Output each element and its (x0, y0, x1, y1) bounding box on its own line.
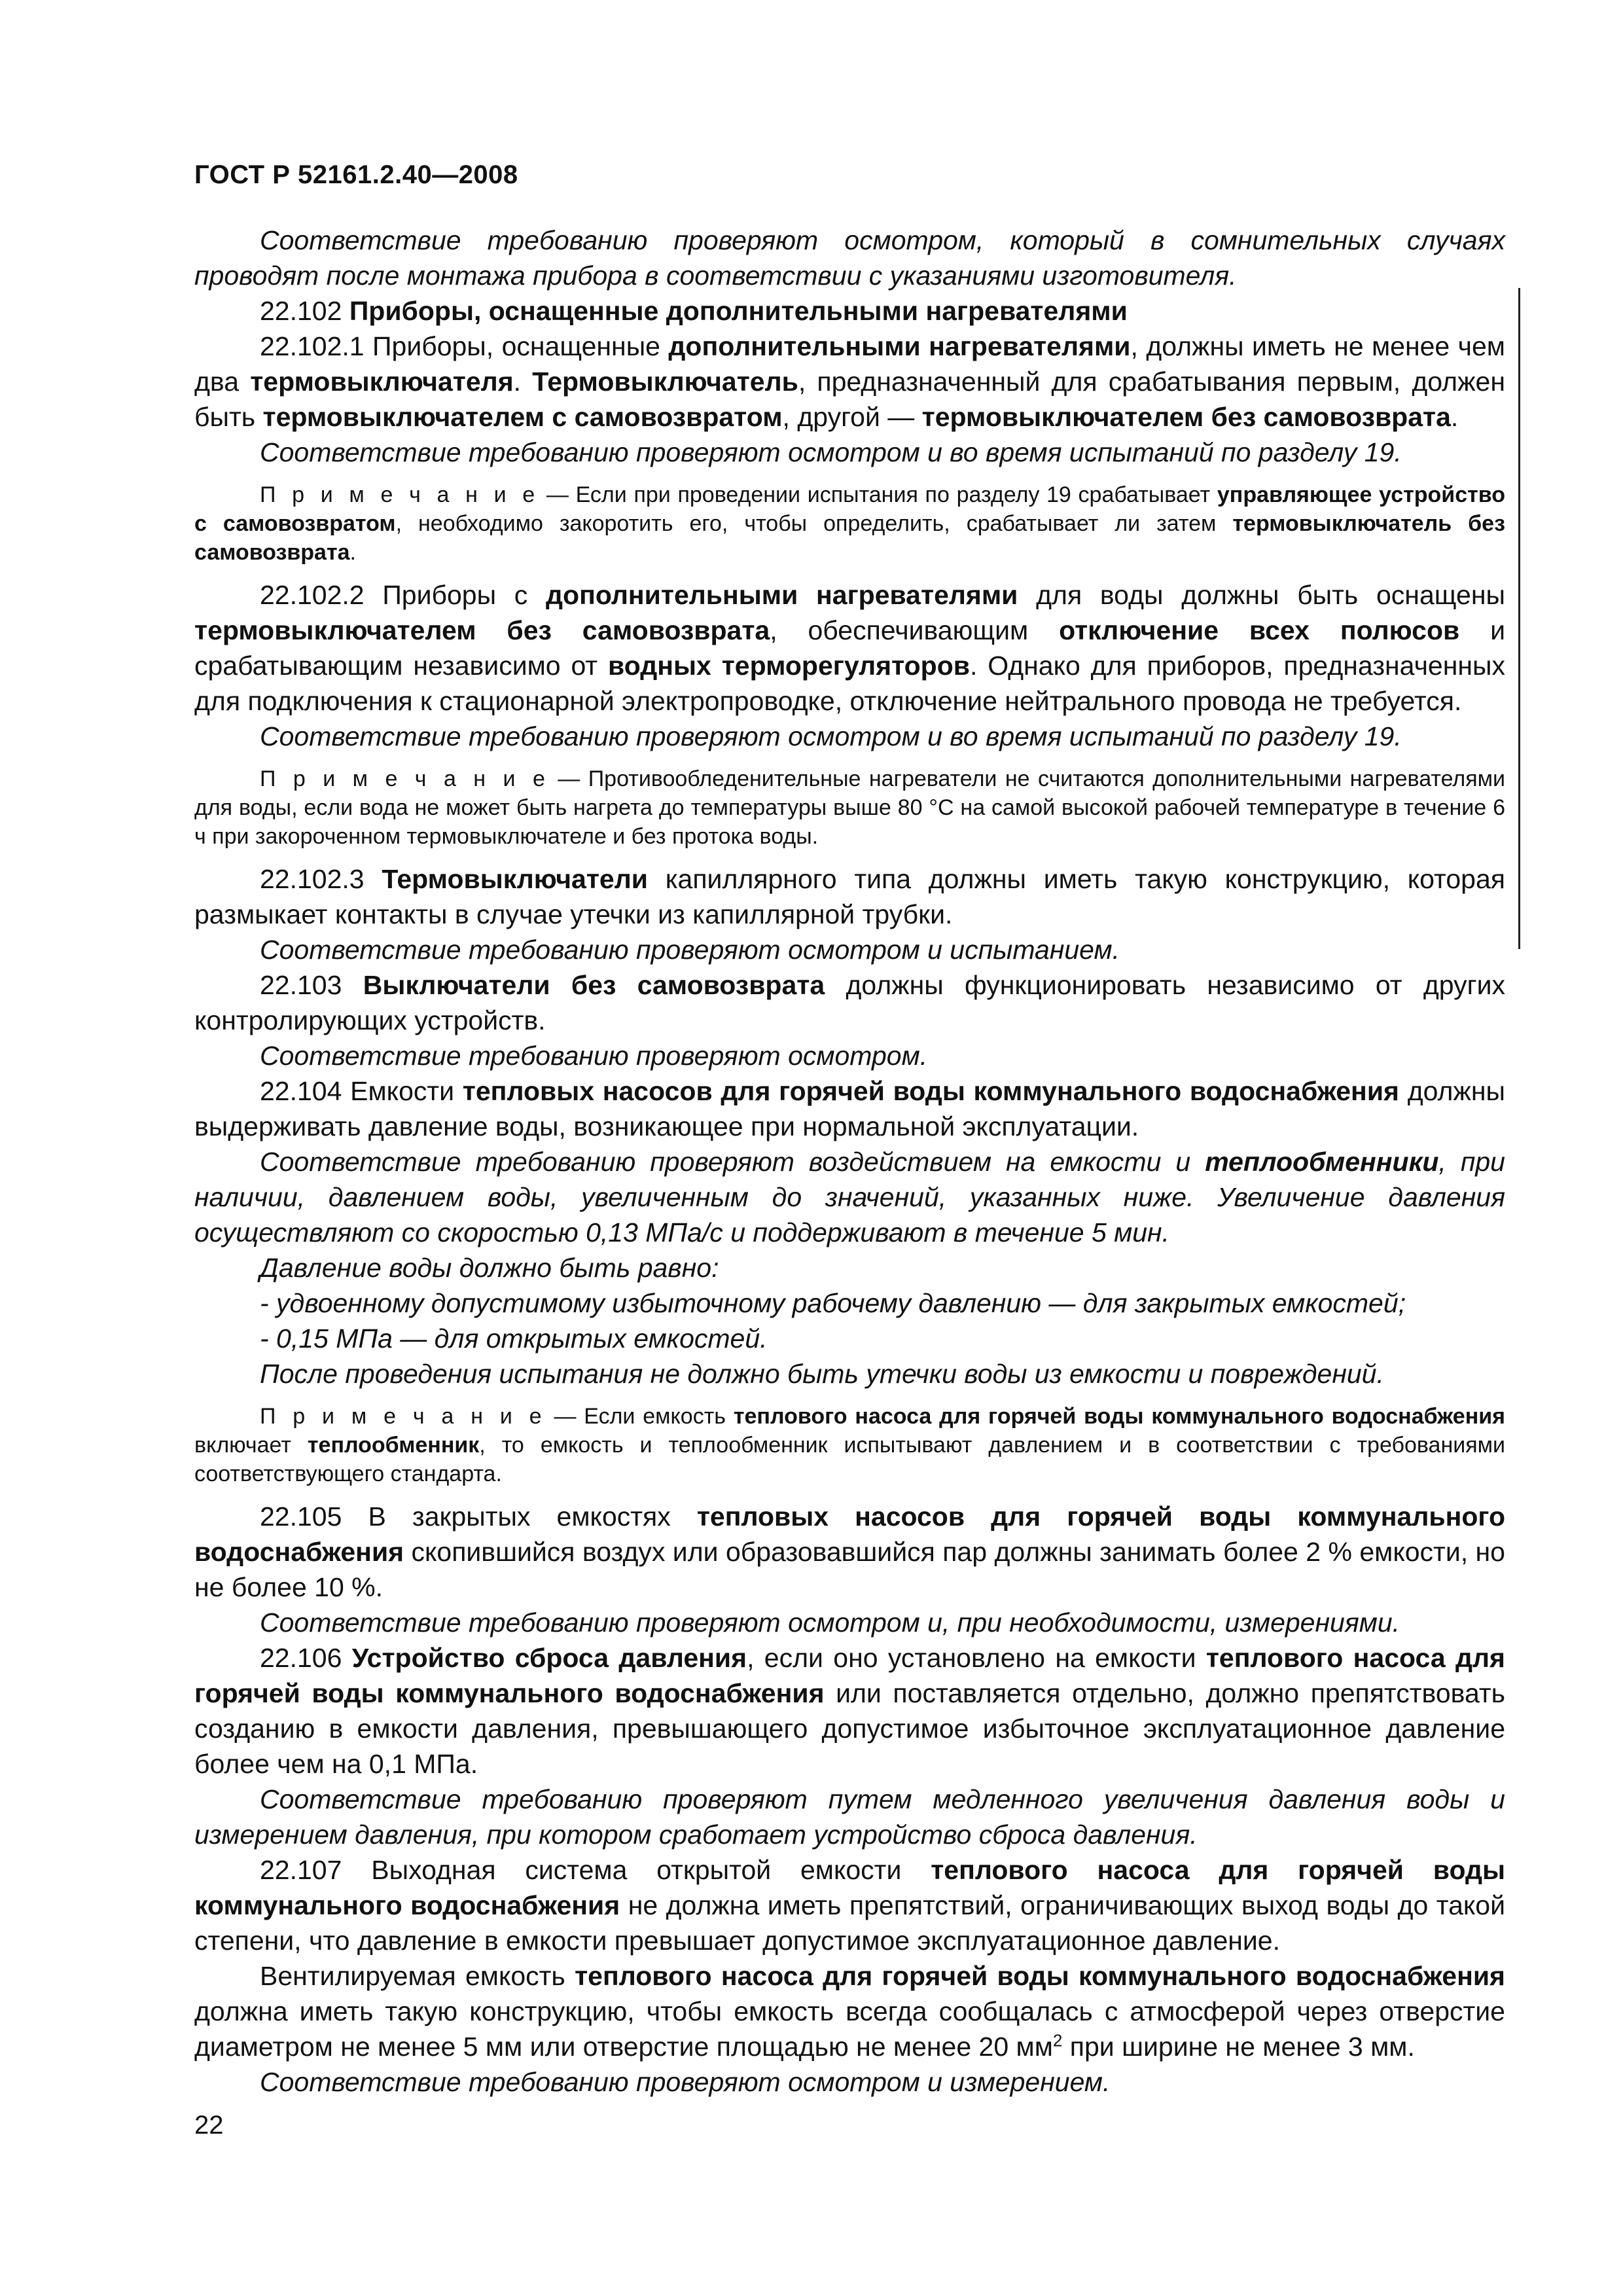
clause-text: капиллярного типа должны иметь такую конструкцию, которая размыкает контакты в случае утечки из капиллярной трубки. (194, 864, 1505, 929)
clause-text: . (513, 367, 522, 397)
clause-number: 22.103 (260, 970, 342, 1000)
term: теплового насоса для горячей воды коммунального водоснабжения (194, 1855, 1505, 1920)
check-text: , при наличии, давлением воды, увеличенным до значений, указанных ниже. Увеличение давления осуществляют со скоростью 0,13 МПа/с и поддерживают в течение 5 мин. (194, 1147, 1505, 1247)
clause-text: при ширине не менее 3 мм. (1069, 2032, 1415, 2062)
clause-text: и срабатывающим независимо от (194, 615, 1505, 681)
note-label: П р и м е ч а н и е (260, 766, 550, 791)
term: термовыключатель без самовозврата (194, 511, 1505, 565)
term: термовыключателя (250, 367, 514, 397)
superscript: 2 (1052, 2030, 1063, 2051)
term: дополнительными нагревателями (668, 331, 1131, 361)
note-text: включает (194, 1433, 291, 1458)
clause-text: , должны иметь не менее чем два (194, 331, 1505, 397)
term: тепловых насосов для горячей воды коммунального водоснабжения (462, 1076, 1399, 1106)
clause-text: или поставляется отдельно, должно препятствовать созданию в емкости давления, превышающего допустимое избыточное эксплуатационное давление более чем на 0,1 МПа. (194, 1678, 1505, 1779)
clause-text: . (1450, 402, 1459, 432)
clause-22-107-vented (194, 1958, 1505, 2064)
compliance-check: Соответствие требованию проверяют осмотром и во время испытаний по разделу 19. (260, 721, 1402, 751)
clause-text: Емкости (350, 1076, 455, 1106)
compliance-check: Соответствие требованию проверяют осмотром и во время испытаний по разделу 19. (260, 437, 1402, 467)
compliance-check: Соответствие требованию проверяют путем медленного увеличения давления воды и измерением давления, при котором сработает устройство сброса давления. (194, 1784, 1505, 1850)
clause-text: , обеспечивающим (770, 615, 1029, 645)
term: управляющее устройство с самовозвратом (194, 482, 1505, 536)
clause-22-103 (194, 967, 1505, 1038)
term: Выключатели без самовозврата (363, 970, 825, 1000)
change-bar (1518, 288, 1520, 949)
compliance-check (194, 1144, 1505, 1250)
list-item: - 0,15 МПа — для открытых емкостей. (260, 1323, 768, 1354)
term: теплового насоса для горячей воды коммунального водоснабжения (733, 1404, 1505, 1429)
note-text: — Если при проведении испытания по разделу 19 срабатывает (546, 482, 1211, 507)
section-title: Приборы, оснащенные дополнительными нагревателями (349, 296, 1128, 326)
clause-number: 22.106 (260, 1643, 342, 1673)
term: термовыключателем с самовозвратом (262, 402, 783, 432)
clause-22-102-2 (194, 577, 1505, 719)
clause-number: 22.102.1 (260, 331, 365, 361)
clause-number: 22.105 (260, 1501, 342, 1532)
clause-22-106 (194, 1640, 1505, 1782)
clause-text: должны функционировать независимо от других контролирующих устройств. (194, 970, 1505, 1035)
clause-text: скопившийся воздух или образовавшийся пар должны занимать более 2 % емкости, но не более 10 %. (194, 1537, 1505, 1602)
note-text: , то емкость и теплообменник испытывают давлением и в соответствии с требованиями соответствующего стандарта. (194, 1433, 1505, 1486)
clause-number: 22.102.3 (260, 864, 365, 894)
clause-text: должна иметь такую конструкцию, чтобы емкость всегда сообщалась с атмосферой через отверстие диаметром не менее 5 мм или отверстие площадью не менее 20 мм (194, 1996, 1505, 2062)
list-item: - удвоенному допустимому избыточному рабочему давлению — для закрытых емкостей; (260, 1288, 1406, 1318)
paragraph-check: Соответствие требованию проверяют осмотром, который в сомнительных случаях проводят после монтажа прибора в соответствии с указаниями изготовителя. (194, 225, 1505, 291)
clause-22-102-3 (194, 861, 1505, 932)
term: теплообменник (307, 1433, 480, 1458)
note-text: , необходимо закоротить его, чтобы определить, срабатывает ли затем (395, 511, 1217, 536)
clause-text: Приборы с (382, 580, 528, 610)
page-number: 22 (194, 2111, 224, 2140)
clause-text: должны выдерживать давление воды, возникающее при нормальной эксплуатации. (194, 1076, 1505, 1141)
term: водных терморегуляторов (608, 651, 970, 681)
clause-number: 22.102.2 (260, 580, 365, 610)
clause-text: , если оно установлено на емкости (747, 1643, 1196, 1673)
term: теплового насоса для горячей воды коммунального водоснабжения (575, 1961, 1505, 1991)
section-heading-22-102 (194, 293, 1505, 329)
clause-text: Вентилируемая емкость (260, 1961, 565, 1991)
clause-22-102-1 (194, 329, 1505, 435)
term: Устройство сброса давления (351, 1643, 747, 1673)
note-3 (194, 1402, 1505, 1488)
clause-number: 22.107 (260, 1855, 342, 1885)
clause-22-105 (194, 1499, 1505, 1605)
note-text: . (349, 540, 356, 565)
clause-text: В закрытых емкостях (368, 1501, 671, 1532)
clause-text: для воды должны быть оснащены (1036, 580, 1505, 610)
compliance-check: Соответствие требованию проверяют осмотром. (260, 1041, 928, 1071)
note-label: П р и м е ч а н и е (260, 482, 540, 507)
term: теплового насоса для горячей воды коммунального водоснабжения (194, 1643, 1505, 1708)
clause-number: 22.104 (260, 1076, 342, 1106)
clause-text: Выходная система открытой емкости (371, 1855, 902, 1885)
note-text: — Если емкость (554, 1404, 726, 1429)
clause-22-104 (194, 1073, 1505, 1144)
term: Термовыключатели (382, 864, 648, 894)
term: термовыключателем без самовозврата (194, 615, 770, 645)
term: Термовыключатель (532, 367, 798, 397)
note-label: П р и м е ч а н и е (260, 1404, 546, 1429)
note-2 (194, 764, 1505, 851)
clause-text: . Однако для приборов, предназначенных для подключения к стационарной электропроводке, отключение нейтрального провода не требуется. (194, 651, 1505, 716)
section-number: 22.102 (260, 296, 342, 326)
compliance-check: Соответствие требованию проверяют осмотром и, при необходимости, измерениями. (260, 1607, 1400, 1638)
term: отключение всех полюсов (1059, 615, 1460, 645)
term: дополнительными нагревателями (546, 580, 1018, 610)
clause-text: Приборы, оснащенные (372, 331, 660, 361)
clause-text: , другой — (782, 402, 915, 432)
pressure-intro: Давление воды должно быть равно: (260, 1253, 719, 1283)
note-1 (194, 480, 1505, 567)
term: теплообменники (1205, 1147, 1439, 1177)
note-text: — Противообледенительные нагреватели не считаются дополнительными нагревателями для воды, если вода не может быть нагрета до температуры выше 80 °С на самой высокой рабочей температуре в течение 6 ч при закороченном термовыключателе и без протока воды. (194, 766, 1505, 849)
term: термовыключателем без самовозврата (921, 402, 1451, 432)
compliance-check: Соответствие требованию проверяют осмотром и измерением. (260, 2067, 1111, 2097)
term: тепловых насосов для горячей воды коммунального водоснабжения (194, 1501, 1505, 1567)
clause-text: , предназначенный для срабатывания первым, должен быть (194, 367, 1505, 432)
document-body (194, 223, 1505, 2100)
standard-header: ГОСТ Р 52161.2.40—2008 (194, 160, 518, 189)
check-text: Соответствие требованию проверяют воздействием на емкости и (260, 1147, 1191, 1177)
compliance-check: После проведения испытания не должно быть утечки воды из емкости и повреждений. (260, 1359, 1384, 1389)
compliance-check: Соответствие требованию проверяют осмотром и испытанием. (260, 935, 1120, 965)
clause-text: не должна иметь препятствий, ограничивающих выход воды до такой степени, что давление в емкости превышает допустимое эксплуатационное давление. (194, 1890, 1505, 1956)
clause-22-107 (194, 1852, 1505, 1958)
